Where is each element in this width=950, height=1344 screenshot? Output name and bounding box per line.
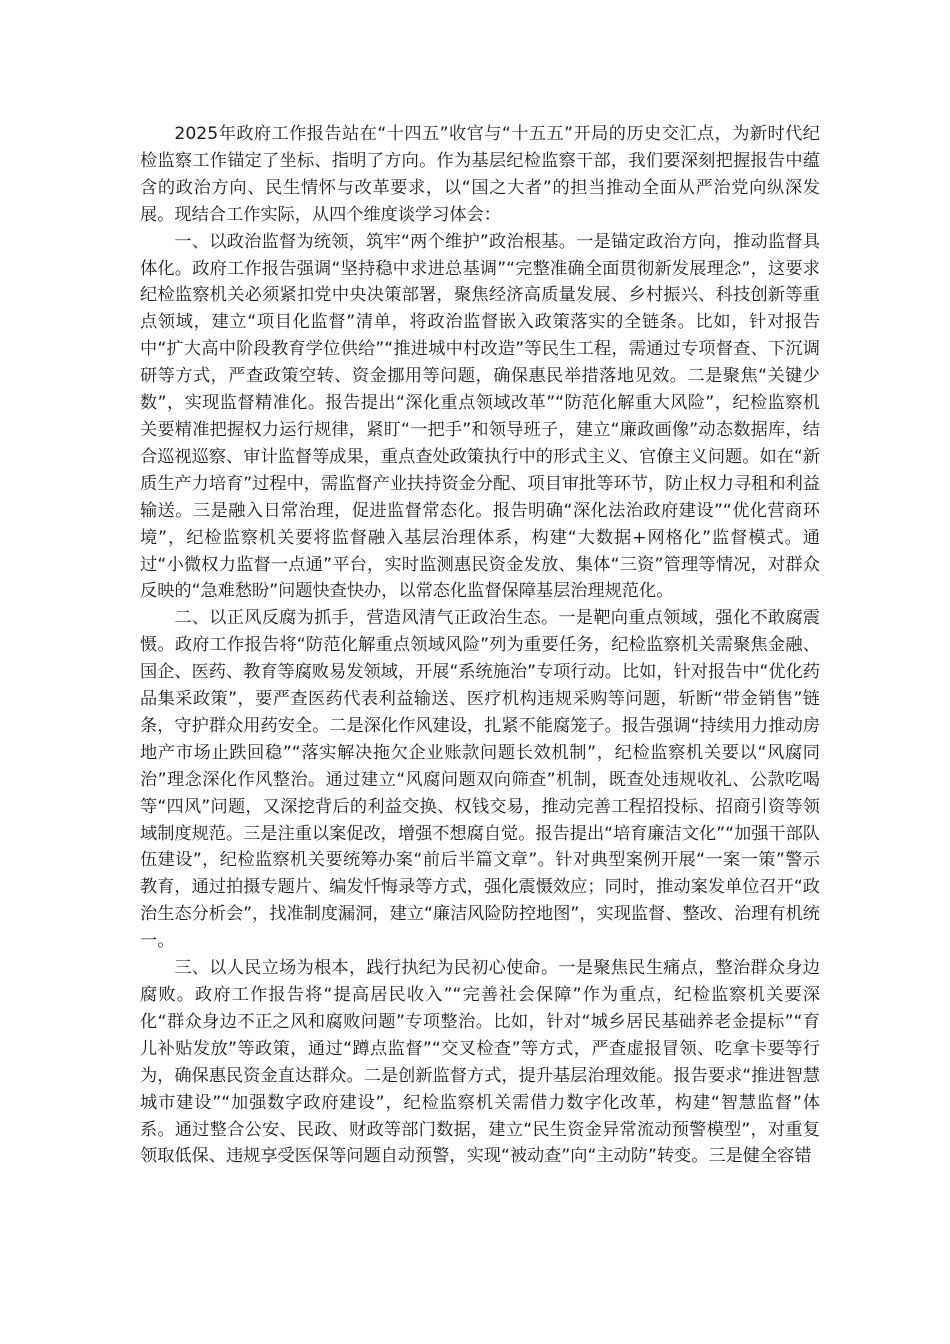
document-page [140,121,820,1170]
intro-paragraph: 2025年政府工作报告站在“十四五”收官与“十五五”开局的历史交汇点，为新时代纪检监察工作锚定了坐标、指明了方向。作为基层纪检监察干部，我们要深刻把握报告中蕴含的政治方向、民生情怀与改革要求，以“国之大者”的担当推动全面从严治党向纵深发展。现结合工作实际，从四个维度谈学习体会： [140,124,820,225]
section-two-paragraph: 二、以正风反腐为抓手，营造风清气正政治生态。一是靶向重点领域，强化不敢腐震慑。政府工作报告将“防范化解重点领域风险”列为重要任务，纪检监察机关需聚焦金融、国企、医药、教育等腐败易发领域，开展“系统施治”专项行动。比如，针对报告中“优化药品集采政策”，要严查医药代表利益输送、医疗机构违规采购等问题，斩断“带金销售”链条，守护群众用药安全。二是深化作风建设，扎紧不能腐笼子。报告强调“持续用力推动房地产市场止跌回稳”“落实解决拖欠企业账款问题长效机制”，纪检监察机关要以“风腐同治”理念深化作风整治。通过建立“风腐问题双向筛查”机制，既查处违规收礼、公款吃喝等“四风”问题，又深挖背后的利益交换、权钱交易，推动完善工程招投标、招商引资等领域制度规范。三是注重以案促改，增强不想腐自觉。报告提出“培育廉洁文化”“加强干部队伍建设”，纪检监察机关要统筹办案“前后半篇文章”。针对典型案例开展“一案一策”警示教育，通过拍摄专题片、编发忏悔录等方式，强化震慑效应；同时，推动案发单位召开“政治生态分析会”，找准制度漏洞，建立“廉洁风险防控地图”，实现监督、整改、治理有机统一。 [140,608,820,952]
section-one-paragraph: 一、以政治监督为统领，筑牢“两个维护”政治根基。一是锚定政治方向，推动监督具体化。政府工作报告强调“坚持稳中求进总基调”“完整准确全面贯彻新发展理念”，这要求纪检监察机关必须紧扣党中央决策部署，聚焦经济高质量发展、乡村振兴、科技创新等重点领域，建立“项目化监督”清单，将政治监督嵌入政策落实的全链条。比如，针对报告中“扩大高中阶段教育学位供给”“推进城中村改造”等民生工程，需通过专项督查、下沉调研等方式，严查政策空转、资金挪用等问题，确保惠民举措落地见效。二是聚焦“关键少数”，实现监督精准化。报告提出“深化重点领域改革”“防范化解重大风险”，纪检监察机关要精准把握权力运行规律，紧盯“一把手”和领导班子，建立“廉政画像”动态数据库，结合巡视巡察、审计监督等成果，重点查处政策执行中的形式主义、官僚主义问题。如在“新质生产力培育”过程中，需监督产业扶持资金分配、项目审批等环节，防止权力寻租和利益输送。三是融入日常治理，促进监督常态化。报告明确“深化法治政府建设”“优化营商环境”，纪检监察机关要将监督融入基层治理体系，构建“大数据+网格化”监督模式。通过“小微权力监督一点通”平台，实时监测惠民资金发放、集体“三资”管理等情况，对群众反映的“急难愁盼”问题快查快办，以常态化监督保障基层治理规范化。 [140,231,820,602]
section-three-paragraph: 三、以人民立场为根本，践行执纪为民初心使命。一是聚焦民生痛点，整治群众身边腐败。政府工作报告将“提高居民收入”“完善社会保障”作为重点，纪检监察机关要深化“群众身边不正之风和腐败问题”专项整治。比如，针对“城乡居民基础养老金提标”“育儿补贴发放”等政策，通过“蹲点监督”“交叉检查”等方式，严查虚报冒领、吃拿卡要等行为，确保惠民资金直达群众。二是创新监督方式，提升基层治理效能。报告要求“推进智慧城市建设”“加强数字政府建设”，纪检监察机关需借力数字化改革，构建“智慧监督”体系。通过整合公安、民政、财政等部门数据，建立“民生资金异常流动预警模型”，对重复领取低保、违规享受医保等问题自动预警，实现“被动查”向“主动防”转变。三是健全容错 [140,958,820,1167]
